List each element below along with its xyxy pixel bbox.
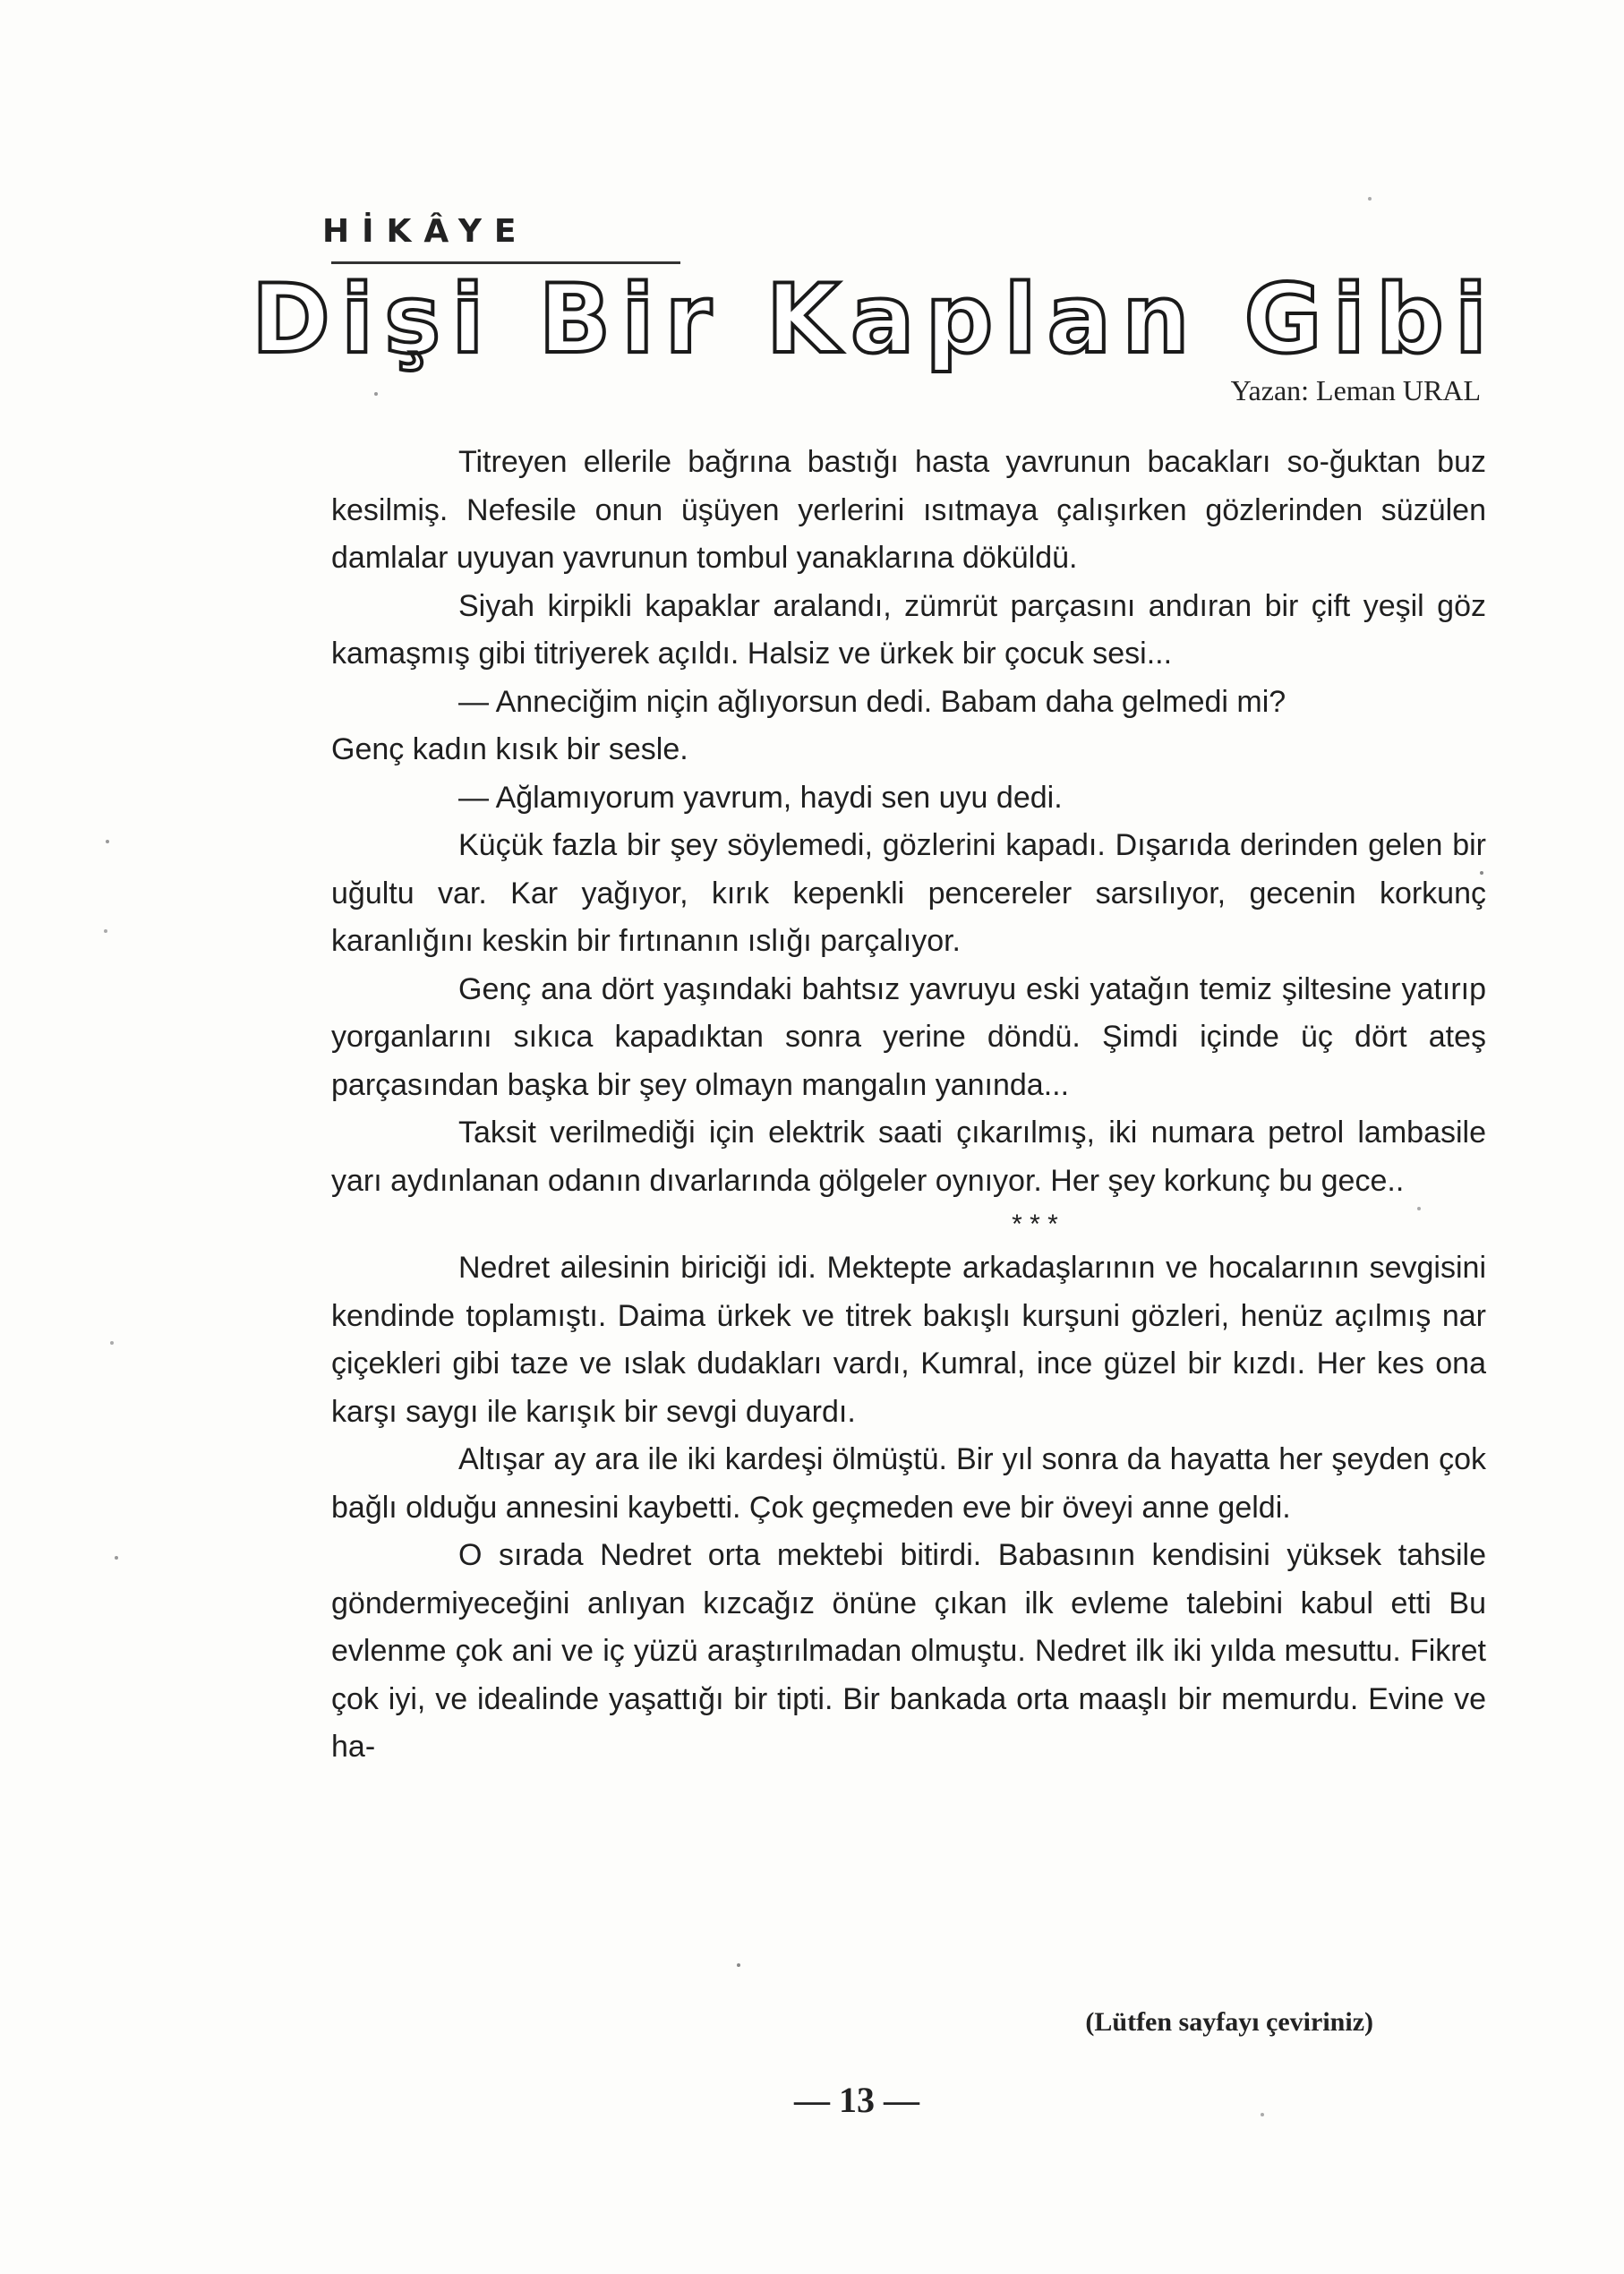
continue-note: (Lütfen sayfayı çeviriniz) bbox=[1085, 2007, 1373, 2037]
author-byline: Yazan: Leman URAL bbox=[1230, 374, 1481, 406]
paragraph-3: — Anneciğim niçin ağlıyorsun dedi. Babam daha gelmedi mi? bbox=[458, 684, 1286, 719]
story-title: Dişi Bir Kaplan Gibi bbox=[251, 264, 1499, 374]
section-separator: * * * bbox=[1012, 1210, 1058, 1239]
paragraph-10: Altışar ay ara ile iki kardeşi ölmüştü. Bir yıl sonra da hayatta her şeyden çok bağlı olduğu annesini kaybetti. Çok geçmeden eve bir öveyi anne geldi. bbox=[331, 1442, 1486, 1525]
paragraph-6: Küçük fazla bir şey söylemedi, gözlerini kapadı. Dışarıda derinden gelen bir uğultu var. Kar yağıyor, kırık kepenkli pencereler sarsılıyor, gecenin korkunç karanlığını keskin bir fırtınanın ıslığı parçalıyor. bbox=[331, 828, 1486, 958]
paragraph-11: O sırada Nedret orta mektebi bitirdi. Babasının kendisini yüksek tahsile göndermiyeceğini anlıyan kızcağız önüne çıkan ilk evleme talebini kabul etti Bu evlenme çok ani ve iç yüzü araştırılmadan olmuştu. Nedret ilk iki yılda mesuttu. Fikret çok iyi, ve idealinde yaşattığı bir tipti. Bir bankada orta maaşlı bir memurdu. Evine ve ha- bbox=[331, 1538, 1486, 1764]
section-label: HİKÂYE bbox=[322, 213, 529, 250]
paragraph-8: Taksit verilmediği için elektrik saati çıkarılmış, iki numara petrol lambasile yarı aydınlanan odanın dıvarlarında gölgeler oynıyor. Her şey korkunç bu gece.. bbox=[331, 1116, 1486, 1198]
paragraph-2: Siyah kirpikli kapaklar aralandı, zümrüt parçasını andıran bir çift yeşil göz kamaşmış gibi titriyerek açıldı. Halsiz ve ürkek bir çocuk sesi... bbox=[331, 588, 1486, 671]
story-body bbox=[331, 439, 1486, 1772]
paragraph-4: Genç kadın kısık bir sesle. bbox=[331, 732, 688, 766]
paragraph-5: — Ağlamıyorum yavrum, haydi sen uyu dedi. bbox=[458, 780, 1063, 815]
paragraph-7: Genç ana dört yaşındaki bahtsız yavruyu eski yatağın temiz şiltesine yatırıp yorganlarını sıkıca kapadıktan sonra yerine döndü. Şimdi içinde üç dört ateş parçasından başka bir şey olmayn mangalın yanında... bbox=[331, 971, 1486, 1102]
paragraph-9: Nedret ailesinin biriciği idi. Mektepte arkadaşlarının ve hocalarının sevgisini kendinde toplamıştı. Daima ürkek ve titrek bakışlı kurşuni gözleri, henüz açılmış nar çiçekleri gibi taze ve ıslak dudakları vardı, Kumral, ince güzel bir kızdı. Her kes ona karşı saygı ile karışık bir sevgi duyardı. bbox=[331, 1251, 1486, 1429]
paragraph-1: Titreyen ellerile bağrına bastığı hasta yavrunun bacakları so-ğuktan buz kesilmiş. Nefesile onun üşüyen yerlerini ısıtmaya çalışırken gözlerinden süzülen damlalar uyuyan yavrunun tombul yanaklarına döküldü. bbox=[331, 445, 1486, 575]
page-number: — 13 — bbox=[794, 2080, 919, 2120]
